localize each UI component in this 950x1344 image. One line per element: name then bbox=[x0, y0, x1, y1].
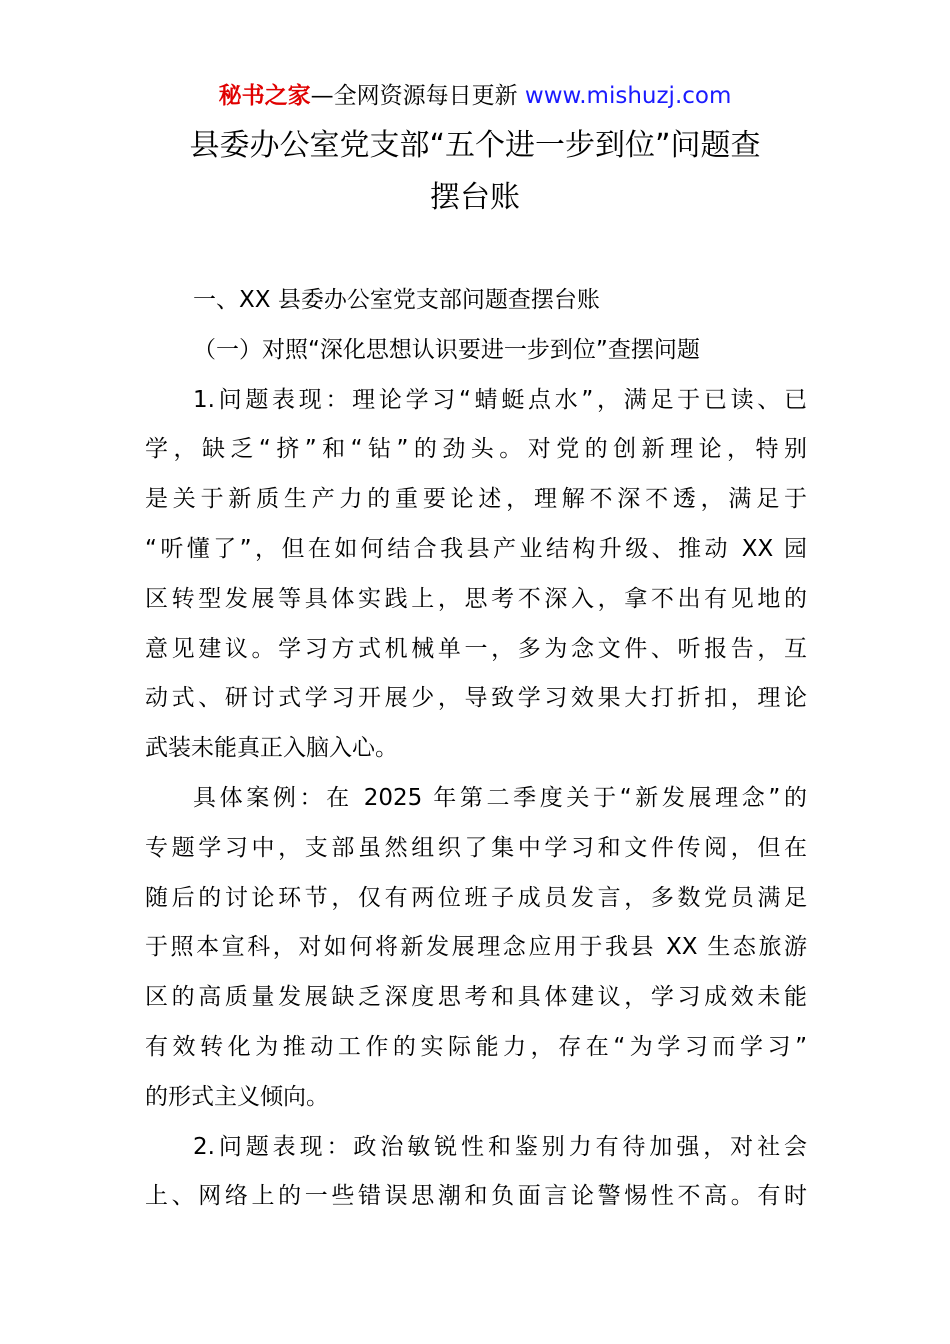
paragraph-line: 专题学习中，支部虽然组织了集中学习和文件传阅，但在 bbox=[145, 834, 807, 861]
paragraph-line: 有效转化为推动工作的实际能力，存在“为学习而学习” bbox=[145, 1033, 807, 1060]
site-url-link[interactable]: www.mishuzj.com bbox=[524, 83, 732, 109]
paragraph-line: “听懂了”，但在如何结合我县产业结构升级、推动 XX 园 bbox=[145, 535, 807, 562]
paragraph-line: 武装未能真正入脑入心。 bbox=[145, 735, 398, 762]
paragraph-line: 动式、研讨式学习开展少，导致学习效果大打折扣，理论 bbox=[145, 685, 807, 712]
site-header bbox=[0, 80, 950, 112]
paragraph-line: 于照本宣科，对如何将新发展理念应用于我县 XX 生态旅游 bbox=[145, 934, 807, 961]
document-title bbox=[145, 120, 805, 224]
paragraph-line: 2.问题表现：政治敏锐性和鉴别力有待加强，对社会 bbox=[193, 1133, 807, 1160]
paragraph-line: 具体案例：在 2025 年第二季度关于“新发展理念”的 bbox=[193, 784, 807, 811]
title-line: 县委办公室党支部“五个进一步到位”问题查 bbox=[189, 128, 761, 163]
paragraph-line: 的形式主义倾向。 bbox=[145, 1083, 329, 1110]
paragraph-line: 1.问题表现：理论学习“蜻蜓点水”，满足于已读、已 bbox=[193, 386, 807, 413]
subsection-heading: （一）对照“深化思想认识要进一步到位”查摆问题 bbox=[193, 336, 700, 363]
paragraph-line: 意见建议。学习方式机械单一，多为念文件、听报告，互 bbox=[145, 635, 807, 662]
title-line: 摆台账 bbox=[430, 180, 520, 215]
site-tagline: —全网资源每日更新 bbox=[310, 83, 525, 109]
paragraph-line: 学，缺乏“挤”和“钻”的劲头。对党的创新理论，特别 bbox=[145, 436, 807, 463]
section-heading: 一、XX 县委办公室党支部问题查摆台账 bbox=[193, 287, 600, 313]
site-brand: 秘书之家 bbox=[218, 83, 311, 109]
paragraph-line: 区的高质量发展缺乏深度思考和具体建议，学习成效未能 bbox=[145, 984, 807, 1011]
paragraph-line: 是关于新质生产力的重要论述，理解不深不透，满足于 bbox=[145, 486, 807, 513]
paragraph-line: 区转型发展等具体实践上，思考不深入，拿不出有见地的 bbox=[145, 585, 807, 612]
document-body bbox=[145, 276, 807, 1222]
paragraph-line: 随后的讨论环节，仅有两位班子成员发言，多数党员满足 bbox=[145, 884, 807, 911]
paragraph-line: 上、网络上的一些错误思潮和负面言论警惕性不高。有时 bbox=[145, 1183, 807, 1210]
